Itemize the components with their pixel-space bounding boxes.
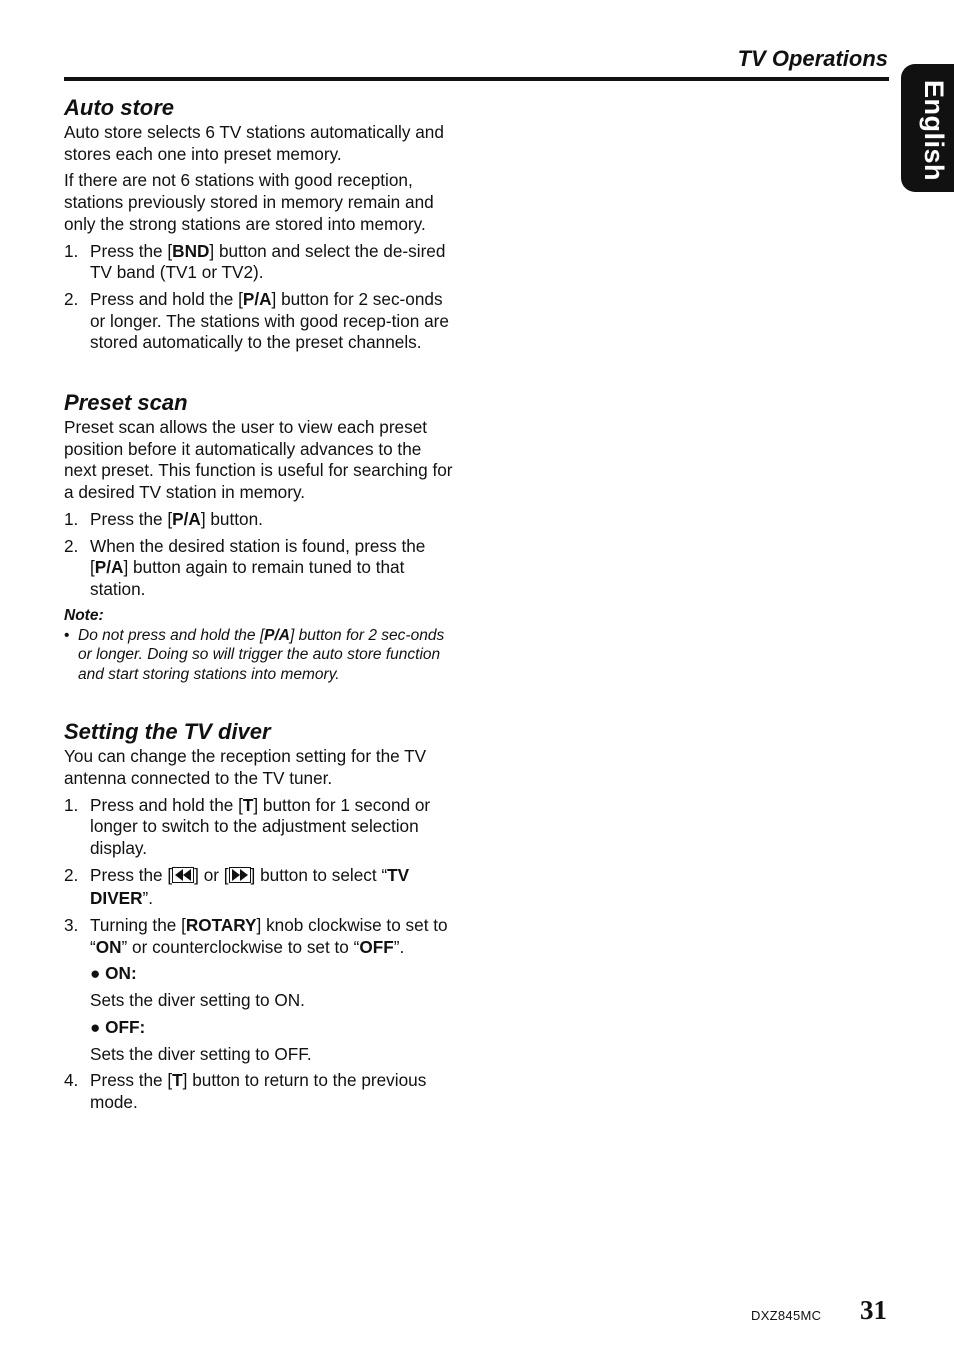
tv-diver-steps [64,795,456,959]
step-text: Press and hold the [ [90,288,243,309]
button-name: T [172,1070,183,1091]
language-tab [901,64,954,192]
step-text: ] knob clockwise to set to “ [90,915,448,957]
header-rule [64,77,889,81]
language-tab-label: English [919,80,949,182]
step-number: 2. [64,535,79,556]
fast-forward-icon [229,867,251,889]
step-text: Press and hold the [ [90,794,243,815]
tv-diver-heading: Setting the TV diver [64,719,271,745]
step-text: Press the [ [90,508,173,529]
step-text: ] button again to remain tuned to that station. [90,557,405,599]
step-text: ] button to return to the previous mode. [90,1070,427,1112]
step-text: Press the [ [90,1070,173,1091]
auto-store-heading: Auto store [64,95,174,120]
option-on-description: Sets the diver setting to ON. [90,990,305,1011]
list-item [64,795,456,860]
page-section-title: TV Operations [737,46,888,71]
preset-scan-steps [64,509,456,601]
tv-diver-section [64,718,456,1114]
button-name: P/A [264,626,290,644]
step-text: ] button for 1 second or longer to switch to the adjustment selection display. [90,794,431,858]
step-text: ”. [393,936,405,957]
step-number: 4. [64,1070,79,1091]
step-number: 3. [64,915,79,936]
step-text: When the desired station is found, press the [ [90,535,426,578]
step-text: Press the [ [90,240,173,261]
note-title: Note: [64,606,104,624]
button-name: ROTARY [185,915,257,936]
button-name: P/A [94,557,124,578]
content-column [64,94,456,1119]
preset-scan-heading: Preset scan [64,390,188,416]
bullet: • [64,626,70,644]
option-off-label [64,1017,456,1039]
step-number: 1. [64,240,79,261]
note-text-part: ] button for 2 sec-onds or longer. Doing so will trigger the auto store function and start storing stations into memory. [78,626,445,683]
option-on-label [64,963,456,985]
option-off-description: Sets the diver setting to OFF. [90,1043,312,1064]
list-item [64,509,456,531]
list-item [64,915,456,958]
step-text: ] button. [200,508,263,529]
button-name: P/A [172,508,201,529]
step-number: 2. [64,288,79,309]
step-text: Press the [ [90,864,173,885]
step-number: 1. [64,794,79,815]
auto-store-detail: If there are not 6 stations with good reception, stations previously stored in memory remain and only the strong stations are stored into memory. [64,170,434,234]
setting-value-on: ON [95,936,122,957]
step-text: ”. [142,888,154,909]
auto-store-section [64,94,456,354]
setting-name: TV DIVER [90,864,410,909]
list-item [64,1070,456,1113]
list-item [64,241,456,284]
preset-scan-intro: Preset scan allows the user to view each preset position before it automatically advances to the next preset. This function is useful for searching for a desired TV station in memory. [64,417,453,503]
step-text: ] button to select “ [250,864,388,885]
step-number: 1. [64,508,79,529]
button-name: T [242,794,254,815]
option-label: ● OFF: [90,1016,146,1037]
list-item [64,865,456,910]
step-number: 2. [64,864,79,885]
button-name: BND [172,240,210,261]
list-item [64,289,456,354]
step-text: ] button for 2 sec-onds or longer. The stations with good recep-tion are stored automatically to the preset channels. [90,288,449,353]
model-number: DXZ845MC [751,1308,822,1323]
setting-value-off: OFF [359,936,394,957]
button-name: P/A [242,288,272,309]
tv-diver-steps-cont [64,1070,456,1113]
option-label: ● ON: [90,963,137,984]
tv-diver-intro: You can change the reception setting for the TV antenna connected to the TV tuner. [64,746,427,788]
step-text: ” or counterclockwise to set to “ [121,936,360,957]
note-text [64,626,456,685]
auto-store-steps [64,241,456,355]
auto-store-intro: Auto store selects 6 TV stations automatically and stores each one into preset memory. [64,122,444,164]
step-text: ] button and select the de-sired TV band (TV1 or TV2). [90,240,446,283]
preset-scan-section [64,389,456,684]
note-text-part: Do not press and hold the [ [78,626,265,644]
rewind-icon [172,867,194,889]
page-number: 31 [860,1295,887,1325]
list-item [64,536,456,601]
step-text: Turning the [ [90,915,186,936]
step-text: ] or [ [194,864,229,885]
